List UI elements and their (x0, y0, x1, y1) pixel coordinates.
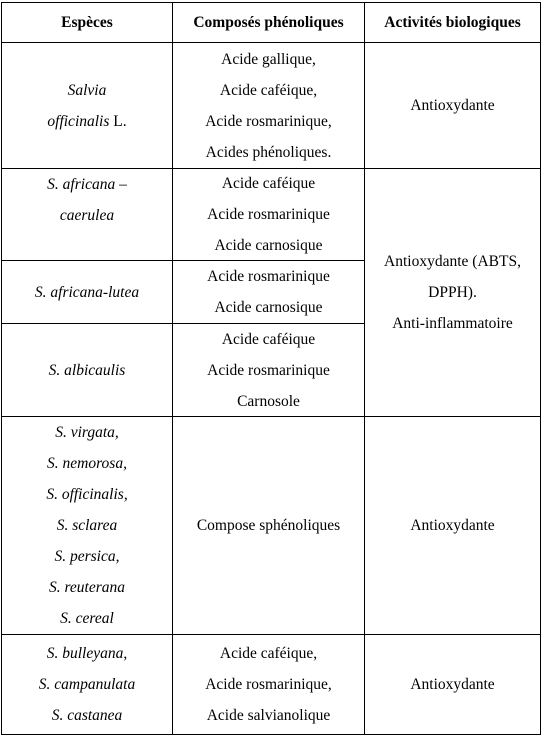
species-line: officinalis L. (47, 112, 127, 130)
compounds-cell: Acide caféique Acide rosmarinique Acide carnosique (207, 175, 330, 254)
compounds-cell: Acide caféique, Acide rosmarinique, Acide salvianolique (205, 645, 332, 724)
activity-cell: Antioxydante (410, 517, 495, 534)
species-cell: S. africana – caerulea (47, 176, 127, 224)
header-composes-phenoliques: Composés phénoliques (193, 13, 344, 31)
compounds-cell: Acide rosmarinique Acide carnosique (207, 268, 330, 316)
compounds-cell: Acide caféique Acide rosmarinique Carnosole (207, 330, 330, 410)
table-border-right (540, 2, 541, 735)
species-cell: S. bulleyana, S. campanulata S. castanea (2, 635, 172, 734)
activity-cell: Antioxydante (410, 676, 495, 693)
species-line: S. bulleyana, (46, 645, 128, 662)
activity-cell: Antioxydante (410, 97, 495, 114)
compounds-cell: Acide gallique, Acide caféique, Acide rosmarinique, Acides phénoliques. (205, 50, 332, 161)
species-cell: S. virgata, S. nemorosa, S. officinalis, S. sclarea S. persica, S. reuterana S. cereal (46, 424, 128, 627)
compounds-cell: Compose sphénoliques (196, 517, 341, 534)
merged-activity-cell: Antioxydante (ABTS, DPPH). Anti-inflammatoire (384, 253, 521, 332)
species-cell: S. albicaulis (48, 361, 126, 379)
species-line: Salvia (67, 81, 107, 99)
header-especes: Espèces (61, 13, 113, 31)
phenolic-compounds-table (1, 2, 541, 735)
table-border-bottom (1, 734, 541, 735)
header-activites-biologiques: Activités biologiques (384, 13, 521, 31)
species-cell (2, 43, 172, 168)
species-cell: S. africana-lutea (34, 283, 140, 301)
